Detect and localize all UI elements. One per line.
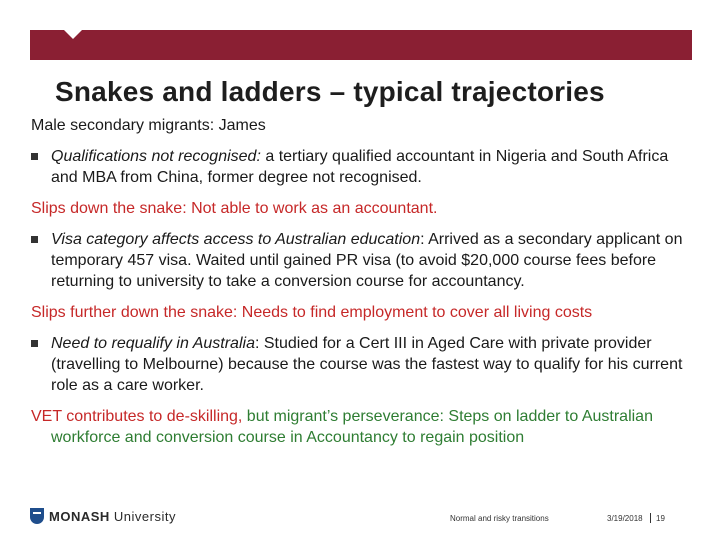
slide-footer [0, 505, 720, 535]
slide-content [31, 115, 691, 448]
monash-logo [30, 508, 176, 524]
logo-text [49, 509, 176, 524]
page-number: 19 [656, 514, 665, 523]
bullet-marker-icon [31, 340, 38, 347]
header-notch [64, 30, 82, 39]
footer-date: 3/19/2018 [607, 514, 643, 523]
footer-separator [650, 513, 651, 523]
slide-title: Snakes and ladders – typical trajectories [55, 76, 605, 107]
bullet-heading: Need to requalify in Australia [51, 335, 255, 352]
outcome-text: Slips further down the snake: Needs to find employment to cover all living costs [31, 304, 593, 321]
bullet-marker-icon [31, 236, 38, 243]
outcome-text: Slips down the snake: Not able to work as an accountant. [31, 200, 438, 217]
bullet-heading: Qualifications not recognised: [51, 148, 261, 165]
conclusion-red: VET contributes to de-skilling, [31, 408, 243, 425]
bullet-item [31, 333, 691, 396]
bullet-text: : Studied for a Cert III in Aged Care with private provider (travelling to Melbourne) because the course was the fastest way to qualify for his current role as a care worker. [51, 335, 683, 394]
footer-note: Normal and risky transitions [450, 514, 549, 523]
bullet-text: a tertiary qualified accountant in Nigeria and South Africa and MBA from China, former degree not recognised. [51, 148, 669, 186]
bullet-heading: Visa category affects access to Australian education [51, 231, 421, 248]
header-bar [30, 30, 692, 60]
shield-icon [30, 508, 44, 524]
logo-light: University [109, 508, 176, 524]
slide-subtitle: Male secondary migrants: James [31, 117, 266, 134]
logo-bold: MONASH [49, 508, 110, 524]
conclusion-green: but migrant’s perseverance: Steps on ladder to Australian workforce and conversion course in Accountancy to regain position [51, 408, 653, 446]
conclusion-text [31, 406, 691, 448]
bullet-item [31, 146, 691, 188]
bullet-text: : Arrived as a secondary applicant on temporary 457 visa. Waited until gained PR visa (to avoid $20,000 course fees before returning to university to take a conversion course for accountancy. [51, 231, 683, 290]
bullet-marker-icon [31, 153, 38, 160]
bullet-item [31, 229, 691, 292]
